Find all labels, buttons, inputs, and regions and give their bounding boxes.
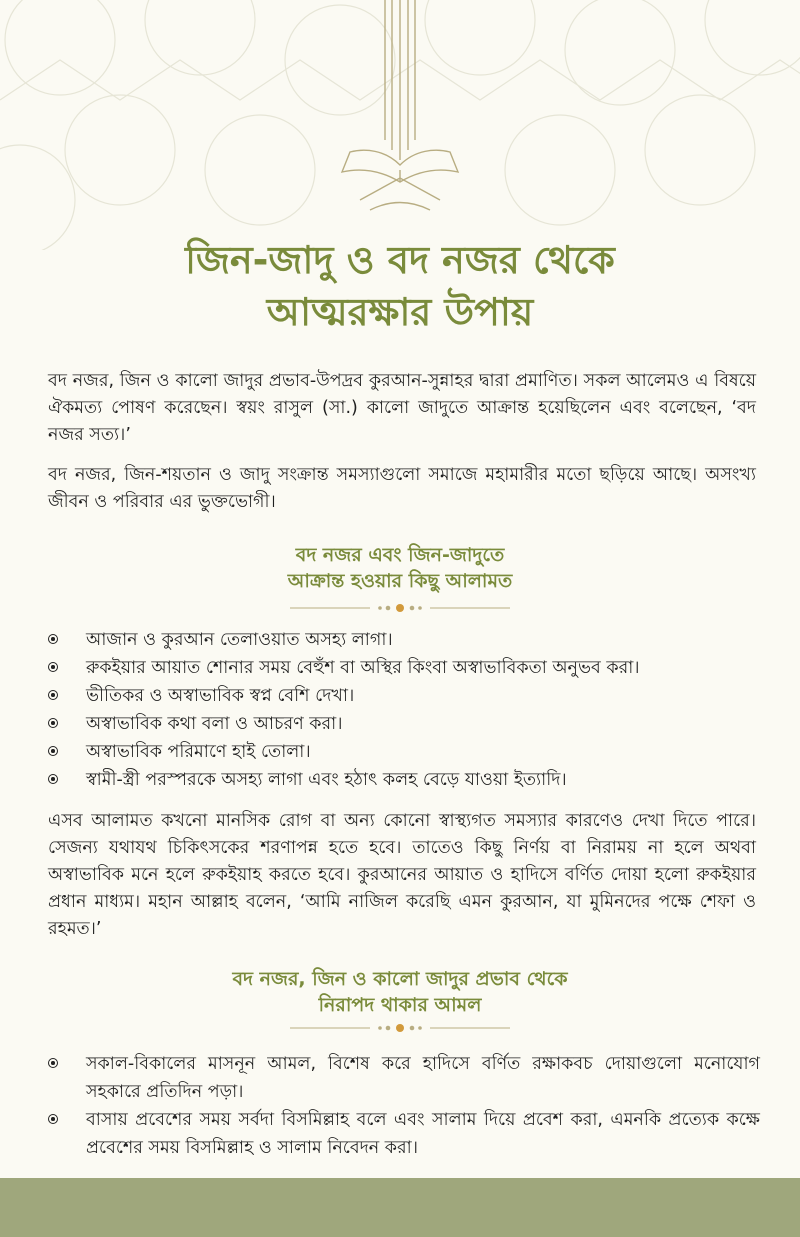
- list-item: বাসায় প্রবেশের সময় সর্বদা বিসমিল্লাহ বলে এবং সালাম দিয়ে প্রবেশ করা, এমনকি প্রত্যেক কক্ষে প্রবেশের সময় বিসমিল্লাহ ও সালাম নিবেদন করা।: [44, 1106, 760, 1162]
- bullet-icon: [48, 746, 58, 756]
- section1-heading-line-1: বদ নজর এবং জিন-জাদুতে: [295, 544, 505, 566]
- section2-heading-line-2: নিরাপদ থাকার আমল: [318, 994, 482, 1016]
- bullet-icon: [48, 1114, 58, 1124]
- page-title-line-2: আত্মরক্ষার উপায়: [266, 290, 534, 334]
- bullet-icon: [48, 718, 58, 728]
- list-item: আজান ও কুরআন তেলাওয়াত অসহ্য লাগা।: [44, 626, 760, 654]
- bullet-icon: [48, 690, 58, 700]
- intro-paragraph-1: বদ নজর, জিন ও কালো জাদুর প্রভাব-উপদ্রব কুরআন-সুন্নাহর দ্বারা প্রমাণিত। সকল আলেমও এ বিষয়ে ঐকমত্য পোষণ করেছেন। স্বয়ং রাসুল (সা.) কালো জাদুতে আক্রান্ত হয়েছিলেন এবং বলেছেন, ‘বদ নজর সত্য।’: [48, 371, 756, 445]
- list-item: স্বামী-স্ত্রী পরস্পরকে অসহ্য লাগা এবং হঠাৎ কলহ বেড়ে যাওয়া ইত্যাদি।: [44, 766, 760, 794]
- bullet-icon: [48, 662, 58, 672]
- list-item: অস্বাভাবিক পরিমাণে হাই তোলা।: [44, 738, 760, 766]
- quran-on-stand-icon: [330, 0, 470, 230]
- list-item: ভীতিকর ও অস্বাভাবিক স্বপ্ন বেশি দেখা।: [44, 682, 760, 710]
- bullet-icon: [48, 774, 58, 784]
- bullet-icon: [48, 634, 58, 644]
- list-item: রুকইয়ার আয়াত শোনার সময় বেহুঁশ বা অস্থির কিংবা অস্বাভাবিকতা অনুভব করা।: [44, 654, 760, 682]
- page-title-line-1: জিন-জাদু ও বদ নজর থেকে: [185, 238, 615, 282]
- bullet-icon: [48, 1058, 58, 1068]
- footer-band: [0, 1178, 800, 1237]
- section2-heading: [0, 966, 800, 1018]
- page-title: [0, 234, 800, 338]
- section1-heading-line-2: আক্রান্ত হওয়ার কিছু আলামত: [287, 570, 513, 592]
- list-item: অস্বাভাবিক কথা বলা ও আচরণ করা।: [44, 710, 760, 738]
- protection-list: [44, 1050, 760, 1162]
- intro-paragraph-2: বদ নজর, জিন-শয়তান ও জাদু সংক্রান্ত সমস্যাগুলো সমাজে মহামারীর মতো ছড়িয়ে আছে। অসংখ্য জীবন ও পরিবার এর ভুক্তভোগী।: [48, 465, 756, 512]
- ornament-divider-icon: [290, 1021, 510, 1035]
- list-item: সকাল-বিকালের মাসনূন আমল, বিশেষ করে হাদিসে বর্ণিত রক্ষাকবচ দোয়াগুলো মনোযোগ সহকারে প্রতিদিন পড়া।: [44, 1050, 760, 1106]
- ornament-divider-icon: [290, 601, 510, 615]
- section2-heading-line-1: বদ নজর, জিন ও কালো জাদুর প্রভাব থেকে: [232, 968, 568, 990]
- section1-heading: [0, 542, 800, 594]
- section1-note: এসব আলামত কখনো মানসিক রোগ বা অন্য কোনো স্বাস্থ্যগত সমস্যার কারণেও দেখা দিতে পারে। সেজন্য যথাযথ চিকিৎসকের শরণাপন্ন হতে হবে। তাতেও কিছু নির্ণয় বা নিরাময় না হলে অথবা অস্বাভাবিক মনে হলে রুকইয়াহ করতে হবে। কুরআনের আয়াত ও হাদিসে বর্ণিত দোয়া হলো রুকইয়ার প্রধান মাধ্যম। মহান আল্লাহ বলেন, ‘আমি নাজিল করেছি এমন কুরআন, যা মুমিনদের পক্ষে শেফা ও রহমত।’: [48, 811, 757, 939]
- signs-list: [44, 626, 760, 794]
